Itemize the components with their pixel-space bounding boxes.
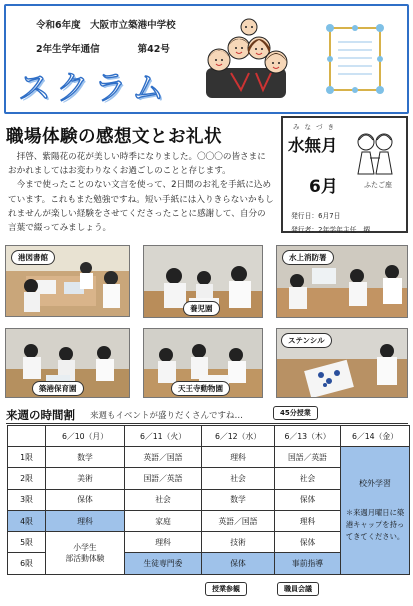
table-cell: 数学 bbox=[202, 489, 275, 510]
photo-label: ステンシル bbox=[281, 333, 332, 348]
issue-line bbox=[36, 41, 170, 55]
table-cell: 国語／英語 bbox=[125, 468, 202, 489]
article-paragraph: 拝啓、紫陽花の花が美しい時季になりました。〇〇〇の皆さまにおかれましてはお変わりなくお過ごしのことと存じます。 bbox=[8, 152, 266, 177]
article-title: 職場体験の感想文とお礼状 bbox=[6, 127, 222, 147]
table-cell: 国語／英語 bbox=[275, 447, 341, 468]
table-cell: 社会 bbox=[202, 468, 275, 489]
table-cell: 美術 bbox=[46, 468, 125, 489]
table-cell: 理科 bbox=[202, 447, 275, 468]
article-body bbox=[8, 150, 274, 235]
photo-label: 港図書館 bbox=[11, 250, 55, 265]
students-illustration bbox=[201, 18, 291, 98]
publisher: 発行者：2年学年主任 堺 bbox=[291, 226, 371, 234]
table-cell: 技術 bbox=[202, 532, 275, 553]
day-header: 6／14（金） bbox=[341, 426, 410, 447]
table-cell: 家庭 bbox=[125, 510, 202, 531]
newsletter-header bbox=[4, 4, 409, 114]
table-cell: 社会 bbox=[275, 468, 341, 489]
table-cell-merged: 小学生 部活動体験 bbox=[46, 532, 125, 575]
table-cell: 英語／国語 bbox=[202, 510, 275, 531]
period-label: 3限 bbox=[8, 489, 46, 510]
period-label: 2限 bbox=[8, 468, 46, 489]
day-header: 6／10（月） bbox=[46, 426, 125, 447]
newsletter-name: 2年生学年通信 bbox=[36, 44, 100, 55]
zodiac-sign: ふたご座 bbox=[364, 181, 392, 189]
period-label: 1限 bbox=[8, 447, 46, 468]
friday-cell bbox=[341, 447, 410, 575]
corner-cell bbox=[8, 426, 46, 447]
newsletter-title: スクラム bbox=[18, 68, 170, 107]
table-cell: 生徒専門委 bbox=[125, 553, 202, 574]
period-label: 5限 bbox=[8, 532, 46, 553]
photo-label: 水上消防署 bbox=[282, 250, 334, 265]
schedule-subtitle: 来週もイベントが盛りだくさんですね… bbox=[90, 411, 244, 421]
table-header-row bbox=[8, 426, 410, 447]
table-cell: 事前指導 bbox=[275, 553, 341, 574]
day-header: 6／13（木） bbox=[275, 426, 341, 447]
month-number: 6月 bbox=[309, 177, 338, 197]
issue-number: 第42号 bbox=[137, 44, 170, 55]
table-row bbox=[8, 447, 410, 468]
photo-label: 天王寺動物園 bbox=[171, 381, 230, 396]
table-cell: 理科 bbox=[275, 510, 341, 531]
day-header: 6／12（水） bbox=[202, 426, 275, 447]
photo-label: 築港保育園 bbox=[32, 381, 84, 396]
friday-note: ＊来週月曜日に築港キャップを持ってきてください。 bbox=[345, 507, 405, 541]
table-cell: 社会 bbox=[125, 489, 202, 510]
table-cell: 数学 bbox=[46, 447, 125, 468]
callout-staff-meeting: 職員会議 bbox=[277, 582, 319, 596]
table-cell: 保体 bbox=[202, 553, 275, 574]
table-cell: 理科 bbox=[125, 532, 202, 553]
day-header: 6／11（火） bbox=[125, 426, 202, 447]
table-cell: 保体 bbox=[275, 532, 341, 553]
school-name: 令和6年度 大阪市立築港中学校 bbox=[36, 20, 176, 31]
callout-45min: 45分授業 bbox=[273, 406, 318, 420]
schedule-title: 来週の時間割 bbox=[6, 408, 75, 422]
table-cell: 英語／国語 bbox=[125, 447, 202, 468]
period-label: 4限 bbox=[8, 510, 46, 531]
period-label: 6限 bbox=[8, 553, 46, 574]
divider bbox=[6, 423, 408, 424]
article-paragraph: 今まで使ったことのない文言を使って、2日間のお礼を手紙に込めています。これもまた勉強ですね。短い手紙には入りきらないかもしれませんが楽しい経験をさせてくださったことに感謝して、自分の言葉で綴ってみましょう。 bbox=[8, 180, 274, 234]
timetable bbox=[7, 425, 410, 575]
table-cell: 理科 bbox=[46, 510, 125, 531]
issue-date: 発行日：6月7日 bbox=[291, 212, 341, 220]
month-reading: みなづき bbox=[293, 123, 339, 131]
letter-paper-illustration bbox=[324, 24, 386, 94]
gemini-twins-icon bbox=[350, 128, 400, 176]
photo-label: 養児園 bbox=[183, 301, 220, 316]
table-cell: 保体 bbox=[46, 489, 125, 510]
callout-open-class: 授業参観 bbox=[205, 582, 247, 596]
month-traditional-name: 水無月 bbox=[288, 136, 338, 155]
calendar-box bbox=[281, 116, 408, 233]
friday-title: 校外学習 bbox=[359, 478, 391, 488]
table-cell: 保体 bbox=[275, 489, 341, 510]
